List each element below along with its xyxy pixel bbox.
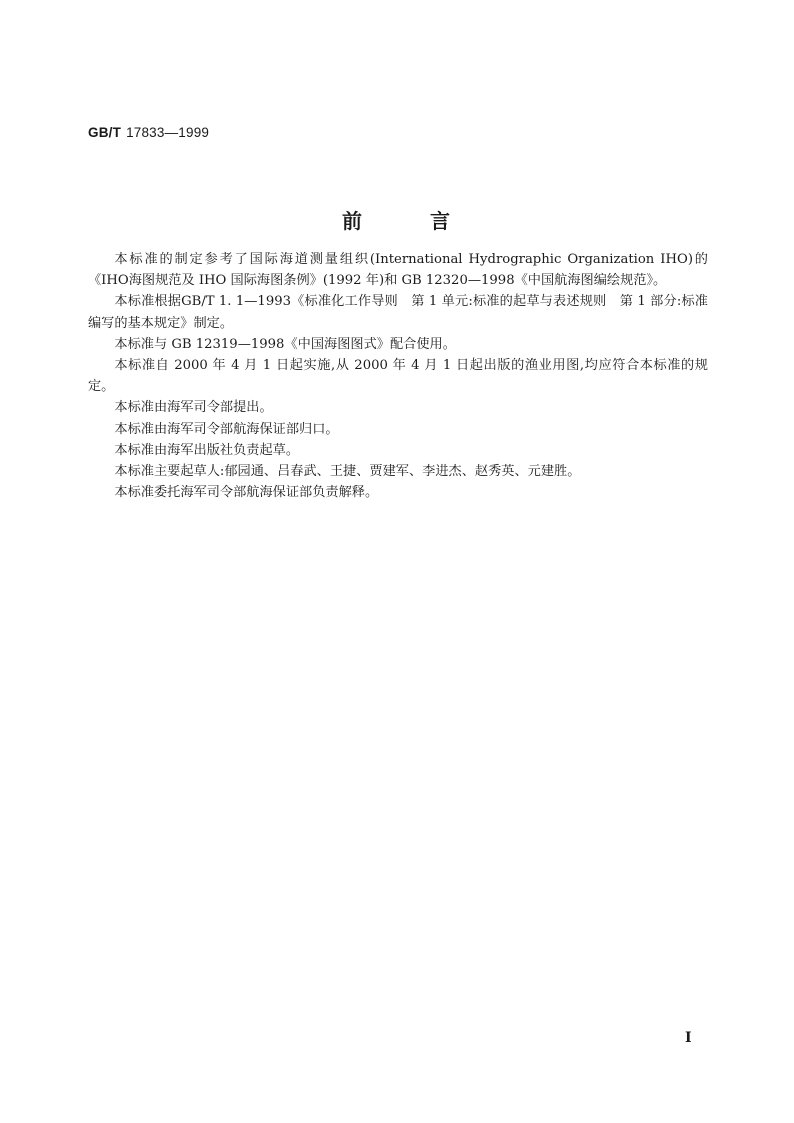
page-number: I: [685, 1030, 692, 1046]
paragraph-effective-date: 本标准自 2000 年 4 月 1 日起实施,从 2000 年 4 月 1 日起出版的渔业用图,均应符合本标准的规定。: [88, 358, 708, 395]
foreword-body: [88, 249, 708, 503]
paragraph-proposer: 本标准由海军司令部提出。: [114, 400, 273, 416]
paragraph-authors: 本标准主要起草人:郁园通、吕春武、王捷、贾建军、李进杰、赵秀英、元建胜。: [114, 464, 581, 480]
standard-prefix: GB/T: [88, 125, 122, 140]
paragraph-administrator: 本标准由海军司令部航海保证部归口。: [114, 421, 339, 437]
paragraph-drafter: 本标准由海军出版社负责起草。: [114, 442, 300, 458]
paragraph-companion: 本标准与 GB 12319—1998《中国海图图式》配合使用。: [114, 336, 456, 352]
paragraph-basis: 本标准根据GB/T 1. 1—1993《标准化工作导则 第 1 单元:标准的起草与表述规则 第 1 部分:标准编写的基本规定》制定。: [88, 294, 708, 331]
standard-number: 17833—1999: [126, 125, 210, 140]
standard-code: [88, 125, 209, 140]
paragraph-reference: 本标准的制定参考了国际海道测量组织(International Hydrographic Organization IHO)的《IHO海图规范及 IHO 国际海图条例》(1992 年)和 GB 12320—1998《中国航海图编绘规范》。: [88, 252, 708, 289]
page-title: 前 言: [342, 209, 452, 233]
paragraph-interpretation: 本标准委托海军司令部航海保证部负责解释。: [114, 485, 379, 501]
